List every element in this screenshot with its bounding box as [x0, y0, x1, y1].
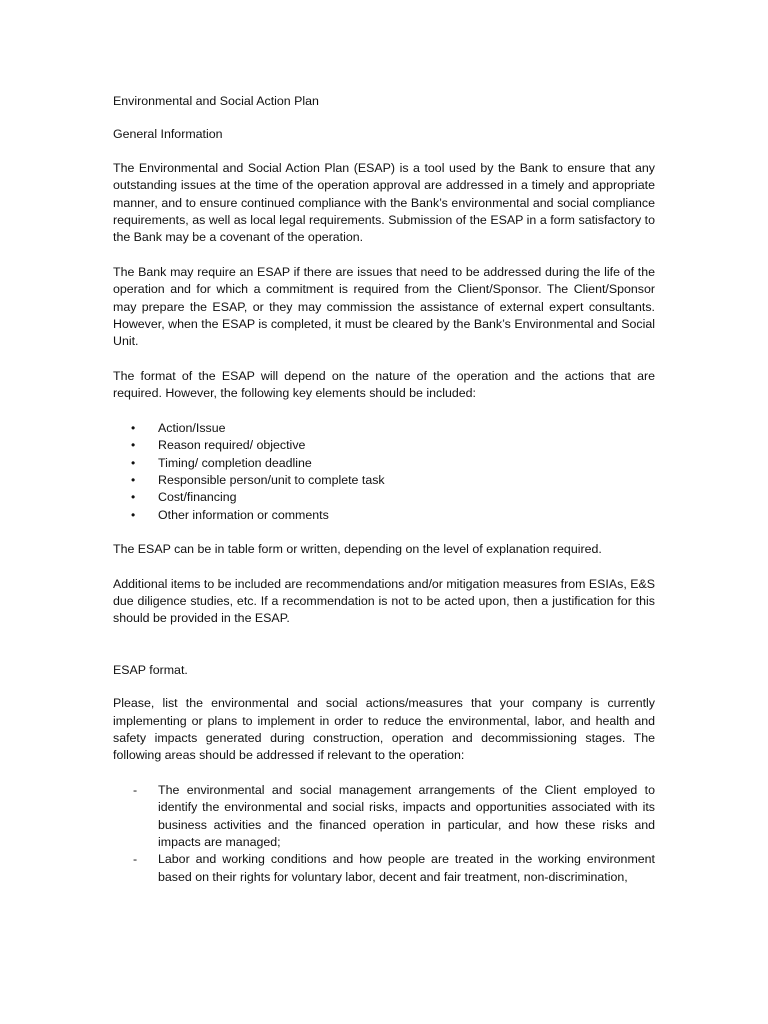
- paragraph-additional-items: Additional items to be included are recommendations and/or mitigation measures from ESIAs, E&S due diligence studies, etc. If a recommendation is not to be acted upon, then a justification for this should be provided in the ESAP.: [113, 576, 656, 626]
- list-item: • Reason required/ objective: [158, 437, 655, 454]
- paragraph-esap-definition: The Environmental and Social Action Plan (ESAP) is a tool used by the Bank to ensure that any outstanding issues at the time of the operation approval are addressed in a timely and appropriate manner, and to ensure continued compliance with the Bank’s environmental and social compliance requirements, as well as local legal requirements. Submission of the ESAP in a form satisfactory to the Bank may be a covenant of the operation.: [113, 160, 655, 245]
- document-title: Environmental and Social Action Plan: [113, 94, 319, 108]
- list-item: • Cost/financing: [158, 489, 655, 506]
- list-item: • Responsible person/unit to complete task: [158, 472, 655, 489]
- general-information-heading: General Information: [113, 127, 223, 142]
- list-item: - Labor and working conditions and how people are treated in the working environment based on their rights for voluntary labor, decent and fair treatment, non-discrimination,: [158, 851, 655, 886]
- paragraph-table-form: The ESAP can be in table form or written, depending on the level of explanation required.: [113, 542, 602, 557]
- paragraph-esap-format-dependency: The format of the ESAP will depend on the nature of the operation and the actions that are required. However, the following key elements should be included:: [113, 368, 655, 401]
- list-item: - The environmental and social management arrangements of the Client employed to identify the environmental and social risks, impacts and opportunities associated with its business activities and the financed operation in particular, and how these risks and impacts are managed;: [158, 782, 655, 852]
- paragraph-esap-requirement: The Bank may require an ESAP if there are issues that need to be addressed during the life of the operation and for which a commitment is required from the Client/Sponsor. The Client/Sponsor may prepare the ESAP, or they may commission the assistance of external expert consultants. However, when the ESAP is completed, it must be cleared by the Bank’s Environmental and Social Unit.: [113, 264, 655, 349]
- paragraph-esap-format-instructions: Please, list the environmental and social actions/measures that your company is currently implementing or plans to implement in order to reduce the environmental, labor, and health and safety impacts generated during construction, operation and decommissioning stages. The following areas should be addressed if relevant to the operation:: [113, 696, 655, 763]
- list-item: • Timing/ completion deadline: [158, 455, 655, 472]
- areas-list: [113, 782, 655, 886]
- document-page: [113, 93, 655, 886]
- list-item: • Action/Issue: [158, 420, 655, 437]
- list-item: • Other information or comments: [158, 507, 655, 524]
- key-elements-list: [113, 420, 655, 524]
- esap-format-heading: ESAP format.: [113, 662, 188, 677]
